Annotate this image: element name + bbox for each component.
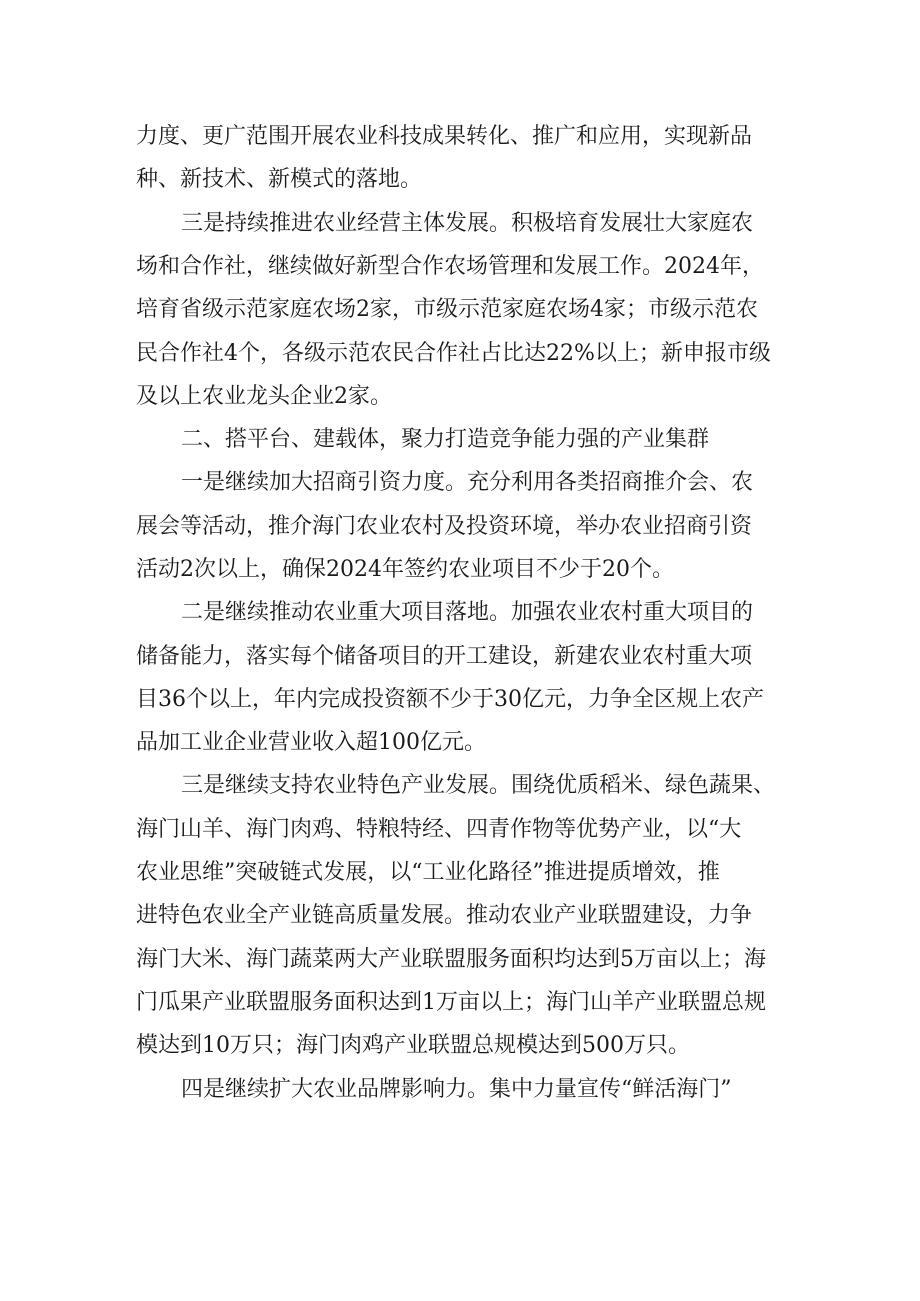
body-text-line: 品加工业企业营业收入超100亿元。 (136, 730, 486, 755)
body-text-line: 培育省级示范家庭农场2家，市级示范家庭农场4家；市级示范农 (136, 297, 758, 322)
body-text-line: 场和合作社，继续做好新型合作农场管理和发展工作。2024年， (136, 254, 764, 279)
body-text-line: 种、新技术、新模式的落地。 (136, 167, 423, 192)
body-text-line: 展会等活动，推介海门农业农村及投资环境，举办农业招商引资 (136, 514, 753, 539)
body-text-line: 农业思维”突破链式发展，以“工业化路径”推进提质增效，推 (136, 860, 720, 885)
paragraph-first-line: 三是继续支持农业特色产业发展。围绕优质稻米、绿色蔬果、 (181, 773, 776, 798)
paragraph-first-line: 三是持续推进农业经营主体发展。积极培育发展壮大家庭农 (181, 211, 754, 236)
paragraph-first-line: 一是继续加大招商引资力度。充分利用各类招商推介会、农 (181, 470, 754, 495)
body-text-line: 海门大米、海门蔬菜两大产业联盟服务面积均达到5万亩以上；海 (136, 947, 766, 972)
body-text-line: 进特色农业全产业链高质量发展。推动农业产业联盟建设，力争 (136, 903, 753, 928)
body-text-line: 活动2次以上，确保2024年签约农业项目不少于20个。 (136, 557, 674, 582)
paragraph-first-line: 四是继续扩大农业品牌影响力。集中力量宣传“鲜活海门” (181, 1077, 732, 1102)
paragraph-first-line: 二是继续推动农业重大项目落地。加强农业农村重大项目的 (181, 600, 754, 625)
body-text-line: 模达到10万只；海门肉鸡产业联盟总规模达到500万只。 (136, 1033, 690, 1058)
body-text-line: 储备能力，落实每个储备项目的开工建设，新建农业农村重大项 (136, 644, 753, 669)
body-text-line: 海门山羊、海门肉鸡、特粮特经、四青作物等优势产业，以“大 (136, 817, 742, 842)
body-text-line: 力度、更广范围开展农业科技成果转化、推广和应用，实现新品 (136, 124, 753, 149)
body-text-line: 民合作社4个，各级示范农民合作社占比达22%以上；新申报市级 (136, 341, 771, 366)
body-text-line: 及以上农业龙头企业2家。 (136, 384, 392, 409)
body-text-line: 目36个以上，年内完成投资额不少于30亿元，力争全区规上农产 (136, 687, 764, 712)
body-text-line: 门瓜果产业联盟服务面积达到1万亩以上；海门山羊产业联盟总规 (136, 990, 766, 1015)
section-heading: 二、搭平台、建载体，聚力打造竞争能力强的产业集群 (181, 427, 710, 452)
